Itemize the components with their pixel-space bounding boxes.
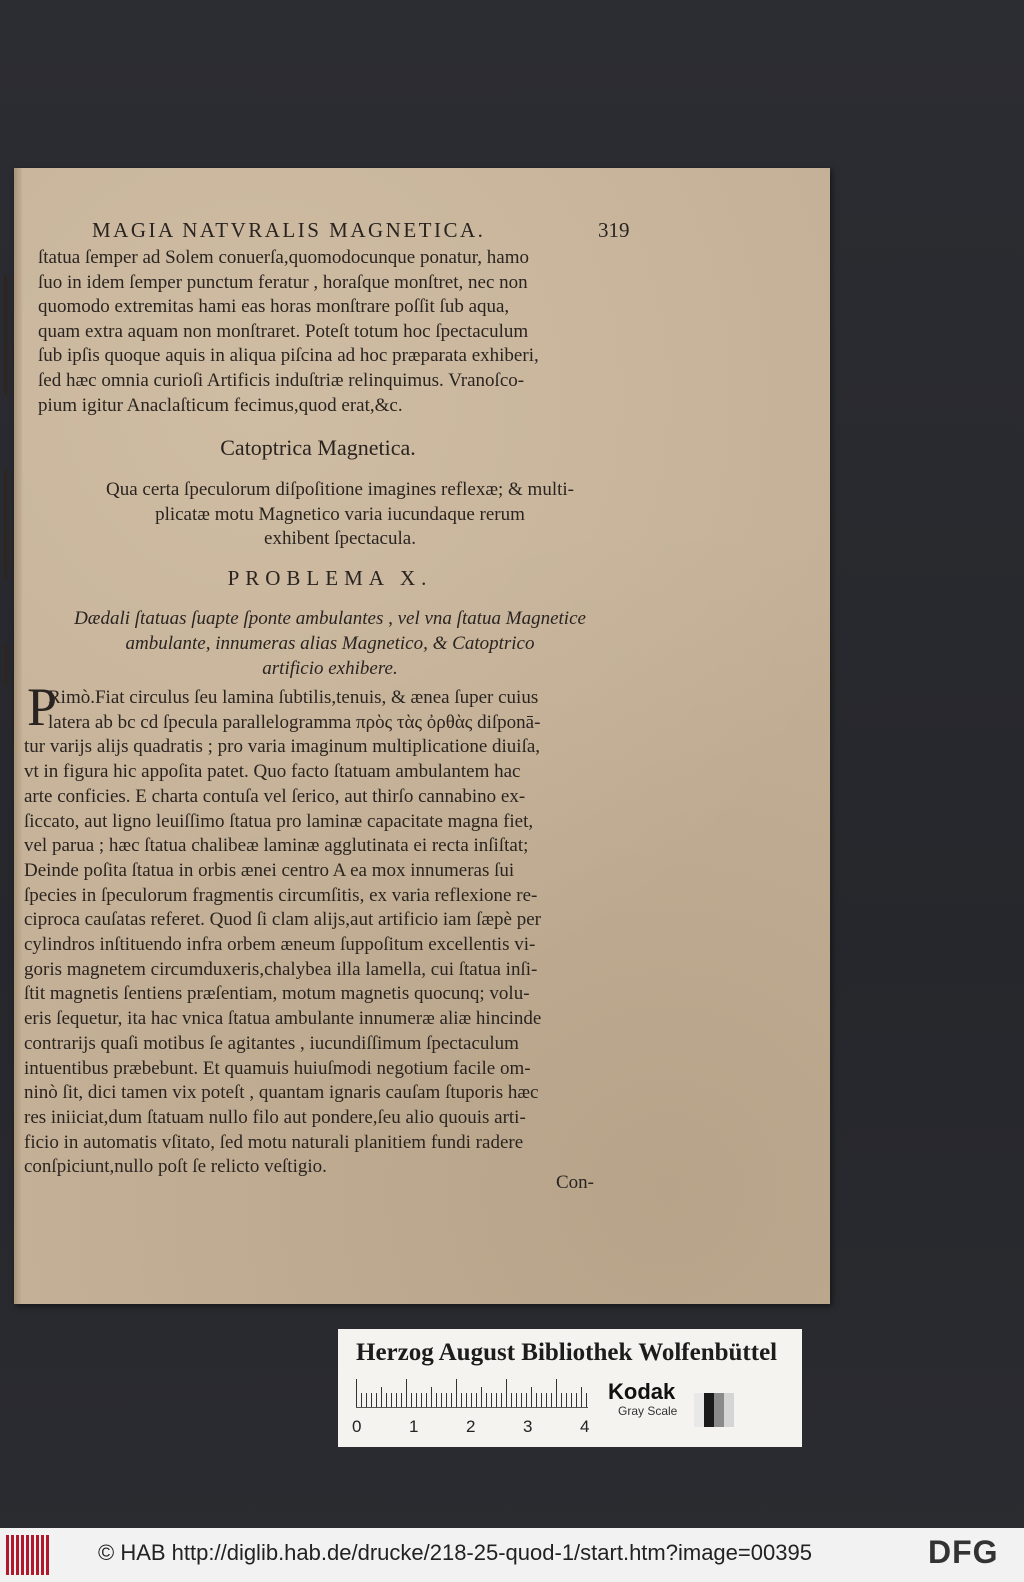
ruler-tick (521, 1393, 522, 1407)
text-line: contrarijs quaſi motibus ſe agitantes , iucundiſſimum ſpectaculum (24, 1032, 519, 1054)
body-paragraph (24, 686, 614, 1180)
ruler-tick (466, 1393, 467, 1407)
ruler-number: 3 (523, 1417, 533, 1436)
text-line: plicatæ motu Magnetico varia iucundaque rerum (155, 503, 525, 525)
catchword: Con- (556, 1172, 594, 1193)
text-line: Dædali ſtatuas ſuapte ſponte ambulantes , vel vna ſtatua Magnetice (74, 608, 586, 629)
ruler-tick (471, 1393, 472, 1407)
text-line: arte conficies. E charta contuſa vel ſerico, aut thirſo cannabino ex- (24, 785, 526, 807)
ruler-tick (406, 1379, 407, 1407)
ruler-tick (371, 1393, 372, 1407)
running-head: MAGIA NATVRALIS MAGNETICA. (92, 218, 486, 242)
text-line: ſtit magnetis ſentiens præſentiam, motum magnetis quocunq; volu- (24, 983, 530, 1005)
text-line: ſpecies in ſpeculorum fragmentis circumſitis, ex varia reflexione re- (24, 884, 538, 906)
text-line: vel parua ; hæc ſtatua chalibeæ laminæ agglutinata ei recta inſiſtat; (24, 835, 529, 857)
library-label-card (338, 1329, 802, 1447)
ruler-tick (396, 1393, 397, 1407)
paragraph-1 (38, 246, 638, 418)
library-name: Herzog August Bibliothek Wolfenbüttel (356, 1339, 778, 1366)
gray-scale-label: Gray Scale (618, 1404, 678, 1418)
text-line: latera ab bc cd ſpecula parallelogramma πρὸς τὰς ὀρθὰς diſponā- (48, 711, 541, 733)
problem-heading: PROBLEMA X. (227, 566, 433, 590)
ruler-number: 2 (466, 1417, 476, 1436)
text-line: Deinde poſita ſtatua in orbis ænei centro A ea mox innumeras ſui (24, 859, 515, 881)
ruler-tick (566, 1393, 567, 1407)
ruler-tick (376, 1393, 377, 1407)
ruler-tick (401, 1393, 402, 1407)
ruler-tick (531, 1387, 532, 1407)
ruler-tick (486, 1393, 487, 1407)
text-line: ficio in automatis vſitato, ſed motu naturali planitiem fundi radere (24, 1131, 524, 1153)
ruler-tick (441, 1393, 442, 1407)
ruler-tick (551, 1393, 552, 1407)
ruler-tick (381, 1387, 382, 1407)
ruler-tick (541, 1393, 542, 1407)
ruler-tick (446, 1393, 447, 1407)
text-line: Qua certa ſpeculorum diſpoſitione imagines reflexæ; & multi- (105, 479, 574, 500)
text-line: ninò ſit, dici tamen vix poteſt , quantam ignaris cauſam ſtuporis hæc (24, 1082, 539, 1104)
text-line: ſub ipſis quoque aquis in aliqua piſcina ad hoc præparata exhiberi, (38, 345, 539, 367)
margin-marks (4, 0, 14, 1582)
text-line: ſtatua ſemper ad Solem conuerſa,quomodocunque ponatur, hamo (38, 247, 529, 268)
text-line: artificio exhibere. (262, 658, 398, 679)
ruler-tick (516, 1393, 517, 1407)
ruler-tick (501, 1393, 502, 1407)
ruler-number: 0 (352, 1417, 362, 1436)
ruler-tick (506, 1379, 507, 1407)
text-line: cylindros inſtituendo infra orbem æneum ſuppoſitum excellentis vi- (24, 934, 536, 956)
text-line: ſiccato, aut ligno leuiſſimo ſtatua pro laminæ capacitate magna fiet, (24, 810, 534, 832)
text-line: conſpiciunt,nullo poſt ſe relicto veſtigio. (24, 1156, 327, 1178)
footer-url[interactable]: © HAB http://diglib.hab.de/drucke/218-25-quod-1/start.htm?image=00395 (98, 1540, 812, 1565)
page-number: 319 (598, 218, 630, 242)
ruler-tick (556, 1379, 557, 1407)
ruler-tick (421, 1393, 422, 1407)
ruler-tick (431, 1387, 432, 1407)
ruler-number: 1 (409, 1417, 419, 1436)
ruler-tick (476, 1393, 477, 1407)
ruler-tick (571, 1393, 572, 1407)
barcode-icon (6, 1535, 50, 1575)
ruler-tick (416, 1393, 417, 1407)
ruler-tick (561, 1393, 562, 1407)
text-line: goris magnetem circumduxeris,chalybea illa lamella, cui ſtatua inſi- (24, 958, 538, 980)
ruler-tick (366, 1393, 367, 1407)
ruler-tick (536, 1393, 537, 1407)
ruler-tick (436, 1393, 437, 1407)
ruler-tick (391, 1393, 392, 1407)
ruler-tick (461, 1393, 462, 1407)
footer-bar (0, 1528, 1024, 1582)
text-line: vt in figura hic appoſita patet. Quo facto ſtatuam ambulantem hac (24, 761, 521, 783)
text-line: ciproca cauſatas referet. Quod ſi clam alijs,aut artificio iam ſæpè per (24, 909, 541, 931)
ruler-tick (426, 1393, 427, 1407)
text-line: ſuo in idem ſemper punctum feratur , horaſque monſtret, nec non (38, 271, 528, 293)
ruler-tick (451, 1393, 452, 1407)
ruler-tick (526, 1393, 527, 1407)
ruler-tick (481, 1387, 482, 1407)
ruler-tick (581, 1387, 582, 1407)
text-line: quomodo extremitas hami eas horas monſtrare poſſit ſub aqua, (38, 296, 510, 318)
ruler-tick (586, 1393, 587, 1407)
ruler-tick (386, 1393, 387, 1407)
page-edge (14, 168, 22, 1304)
ruler-tick (491, 1393, 492, 1407)
kodak-brand: Kodak (608, 1379, 676, 1404)
text-line: eris ſequetur, ita hac vnica ſtatua ambulante innumeræ aliæ hincinde (24, 1008, 542, 1030)
text-line: pium igitur Anaclaſticum fecimus,quod erat,&c. (38, 394, 403, 416)
text-line: exhibent ſpectacula. (264, 528, 416, 550)
text-line: intuentibus præbebunt. Et quamuis huiuſmodi negotium facile om- (24, 1057, 531, 1079)
section-subtitle (40, 478, 640, 552)
ruler-tick (576, 1393, 577, 1407)
ruler-tick (361, 1393, 362, 1407)
scale-ruler (356, 1377, 588, 1408)
text-line: quam extra aquam non monſtraret. Poteſt totum hoc ſpectaculum (38, 320, 529, 342)
text-line: ſed hæc omnia curioſi Artificis induſtriæ relinquimus. Vranoſco- (38, 369, 525, 391)
ruler-tick (356, 1379, 357, 1407)
text-line: tur varijs alijs quadratis ; pro varia imaginum multiplicatione diuiſa, (24, 736, 541, 758)
section-title: Catoptrica Magnetica. (220, 435, 416, 460)
problem-description (30, 606, 630, 681)
ruler-tick (511, 1393, 512, 1407)
text-line: Rimò.Fiat circulus ſeu lamina ſubtilis,tenuis, & ænea ſuper cuius (48, 687, 539, 708)
text-line: ambulante, innumeras alias Magnetico, & Catoptrico (125, 633, 535, 654)
ruler-tick (456, 1379, 457, 1407)
ruler-tick (546, 1393, 547, 1407)
text-line: res iniiciat,dum ſtatuam nullo filo aut pondere,ſeu alio quouis arti- (24, 1106, 526, 1128)
ruler-tick (411, 1393, 412, 1407)
gray-swatch (694, 1393, 734, 1427)
ruler-tick (496, 1393, 497, 1407)
dfg-logo: DFG (928, 1534, 999, 1570)
ruler-number: 4 (580, 1417, 590, 1436)
drop-cap: P (27, 677, 58, 737)
